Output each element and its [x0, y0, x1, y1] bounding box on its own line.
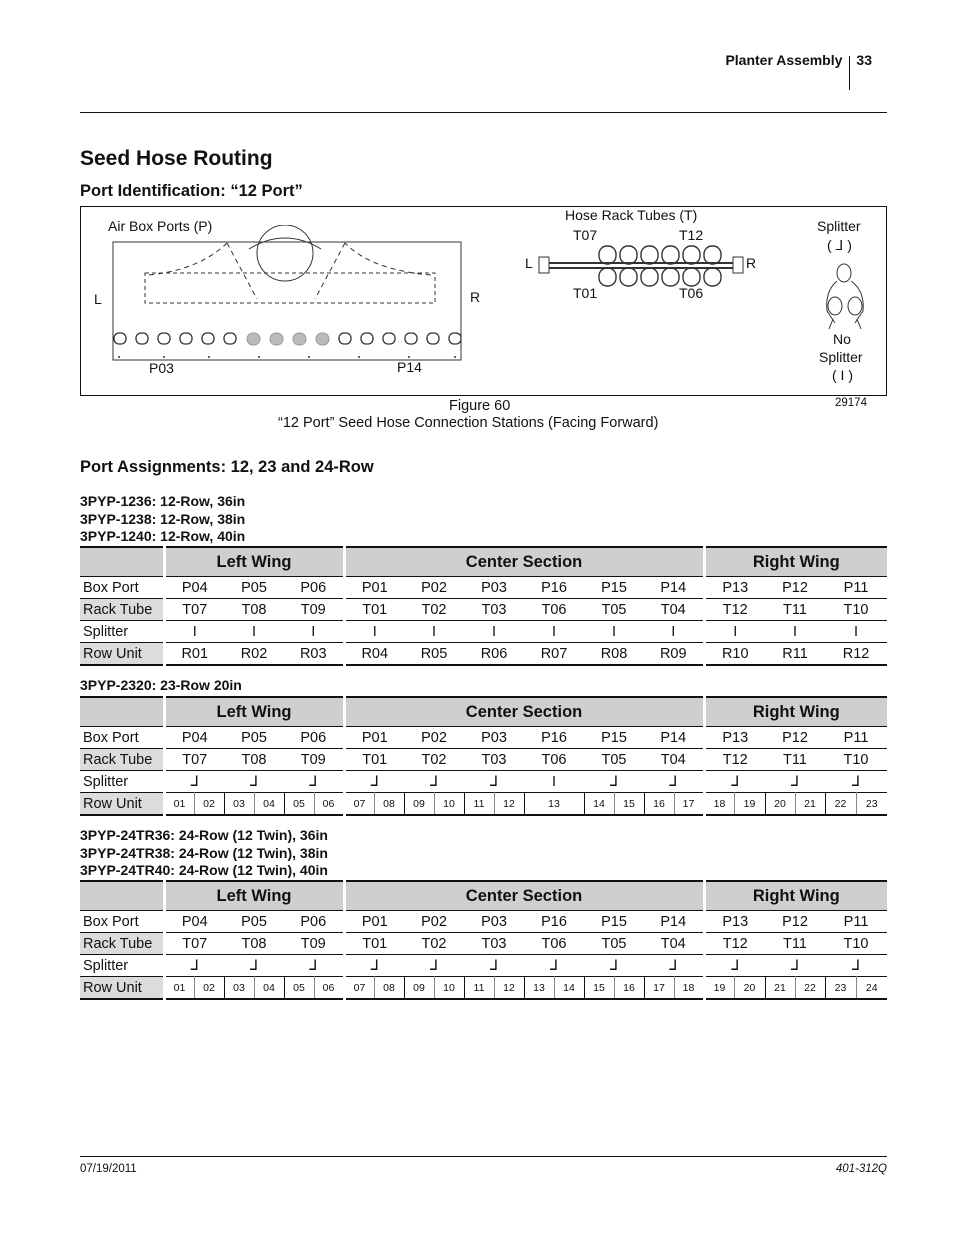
row-unit-cell: 24: [856, 977, 887, 1000]
model-line: 3PYP-24TR36: 24-Row (12 Twin), 36in: [80, 827, 328, 843]
splitter-cell: I: [284, 621, 344, 643]
row-label: Rack Tube: [80, 749, 164, 771]
table-cell: P14: [644, 727, 704, 749]
hose-rack-drawing: [537, 243, 747, 293]
table-cell: R09: [644, 643, 704, 666]
header-rule: [80, 112, 887, 113]
table-cell: P03: [464, 577, 524, 599]
table-cell: T01: [344, 933, 404, 955]
figure-caption: “12 Port” Seed Hose Connection Stations (Facing Forward): [278, 415, 659, 431]
table-cell: T08: [224, 749, 284, 771]
port-table-24-row: [80, 880, 887, 1000]
table-cell: T02: [404, 933, 464, 955]
footer-rule: [80, 1156, 887, 1157]
row-label: Box Port: [80, 727, 164, 749]
row-label: Row Unit: [80, 977, 164, 1000]
page-number: 33: [856, 52, 872, 68]
table-cell: T11: [765, 749, 825, 771]
splitter-cell: ⅃: [825, 955, 887, 977]
row-unit-cell: 18: [704, 793, 734, 816]
header-section-title: Planter Assembly: [725, 52, 843, 68]
row-unit-cell: 17: [674, 793, 704, 816]
table-cell: P06: [284, 727, 344, 749]
table-cell: R11: [765, 643, 825, 666]
row-label: Box Port: [80, 577, 164, 599]
row-unit-cell: 07: [344, 793, 374, 816]
figure-number: Figure 60: [449, 398, 511, 414]
table-cell: R10: [704, 643, 765, 666]
row-label: Splitter: [80, 621, 164, 643]
port-p03-label: P03: [149, 360, 174, 376]
splitter-icon: [821, 261, 871, 331]
splitter-cell: ⅃: [224, 955, 284, 977]
table-cell: T08: [224, 599, 284, 621]
row-unit-cell: 20: [765, 793, 795, 816]
row-unit-cell: 17: [644, 977, 674, 1000]
row-label: Row Unit: [80, 643, 164, 666]
left-wing-header: Left Wing: [164, 697, 344, 727]
model-line: 3PYP-24TR38: 24-Row (12 Twin), 38in: [80, 844, 328, 861]
table-cell: T03: [464, 599, 524, 621]
splitter-cell: ⅃: [765, 955, 825, 977]
table-cell: R01: [164, 643, 224, 666]
row-unit-cell: 09: [404, 793, 434, 816]
row-unit-cell: 22: [825, 793, 856, 816]
air-box-right-label: R: [470, 289, 481, 305]
rack-tube-row: [80, 933, 887, 955]
right-wing-header: Right Wing: [704, 547, 887, 577]
table-cell: P15: [584, 727, 644, 749]
splitter-cell: ⅃: [464, 955, 524, 977]
page-header: [725, 52, 872, 90]
air-box-drawing: [109, 225, 469, 370]
model-line: 3PYP-1236: 12-Row, 36in: [80, 493, 246, 509]
table-cell: T04: [644, 599, 704, 621]
splitter-cell: ⅃: [524, 955, 584, 977]
tube-t06-label: T06: [679, 285, 704, 301]
splitter-cell: ⅃: [164, 771, 224, 793]
hose-rack-label: Hose Rack Tubes (T): [565, 207, 698, 223]
row-unit-cell: 01: [164, 977, 194, 1000]
right-wing-header: Right Wing: [704, 697, 887, 727]
splitter-cell: ⅃: [644, 771, 704, 793]
model-line: 3PYP-1240: 12-Row, 40in: [80, 528, 246, 544]
row-unit-cell: 12: [494, 793, 524, 816]
table-cell: R03: [284, 643, 344, 666]
table-cell: P12: [765, 911, 825, 933]
table-cell: T12: [704, 933, 765, 955]
row-unit-cell: 19: [704, 977, 734, 1000]
splitter-cell: ⅃: [344, 771, 404, 793]
row-label: Rack Tube: [80, 599, 164, 621]
box-port-row: [80, 577, 887, 599]
row-label: Row Unit: [80, 793, 164, 816]
right-wing-header: Right Wing: [704, 881, 887, 911]
table-cell: T07: [164, 749, 224, 771]
center-section-header: Center Section: [344, 881, 704, 911]
splitter-cell: I: [344, 621, 404, 643]
row-unit-cell: 11: [464, 793, 494, 816]
row-unit-cell: 01: [164, 793, 194, 816]
row-unit-cell: 10: [434, 793, 464, 816]
splitter-cell: I: [644, 621, 704, 643]
splitter-cell: ⅃: [584, 955, 644, 977]
splitter-row: [80, 771, 887, 793]
page-title: Seed Hose Routing: [80, 147, 273, 170]
figure-ref: 29174: [835, 397, 867, 409]
port-assignments-heading: Port Assignments: 12, 23 and 24-Row: [80, 458, 374, 476]
table-cell: R02: [224, 643, 284, 666]
table-cell: T05: [584, 933, 644, 955]
table-cell: P01: [344, 911, 404, 933]
splitter-cell: I: [224, 621, 284, 643]
splitter-row: [80, 621, 887, 643]
table-cell: R07: [524, 643, 584, 666]
table-cell: T10: [825, 933, 887, 955]
splitter-cell: ⅃: [404, 955, 464, 977]
port-table-12-row: [80, 546, 887, 666]
table-cell: T05: [584, 599, 644, 621]
box-port-row: [80, 911, 887, 933]
splitter-cell: I: [584, 621, 644, 643]
table-cell: T04: [644, 749, 704, 771]
table-cell: P02: [404, 727, 464, 749]
table-header-row: [80, 547, 887, 577]
table-cell: P15: [584, 577, 644, 599]
table-cell: P03: [464, 911, 524, 933]
table-cell: P06: [284, 577, 344, 599]
table-cell: T12: [704, 599, 765, 621]
table-cell: P04: [164, 577, 224, 599]
splitter-cell: ⅃: [344, 955, 404, 977]
row-unit-cell: 08: [374, 977, 404, 1000]
splitter-cell: ⅃: [284, 955, 344, 977]
table-cell: T06: [524, 933, 584, 955]
table-cell: T05: [584, 749, 644, 771]
rack-tube-row: [80, 599, 887, 621]
row-unit-cell: 19: [734, 793, 765, 816]
splitter-cell: ⅃: [584, 771, 644, 793]
table3-models: [80, 827, 328, 880]
port-p14-label: P14: [397, 359, 422, 375]
row-unit-cell: 02: [194, 977, 224, 1000]
table-cell: P13: [704, 577, 765, 599]
row-unit-cell: 15: [614, 793, 644, 816]
splitter-cell: I: [464, 621, 524, 643]
row-unit-cell: 03: [224, 793, 254, 816]
table-cell: T02: [404, 749, 464, 771]
table-cell: T02: [404, 599, 464, 621]
row-unit-cell: 07: [344, 977, 374, 1000]
row-unit-cell: 04: [254, 793, 284, 816]
table-header-row: [80, 881, 887, 911]
table2-models: [80, 677, 242, 695]
table-cell: P01: [344, 727, 404, 749]
row-unit-cell: 22: [795, 977, 825, 1000]
table-cell: R08: [584, 643, 644, 666]
table-cell: P04: [164, 911, 224, 933]
table-cell: P05: [224, 577, 284, 599]
table-cell: P05: [224, 911, 284, 933]
box-port-row: [80, 727, 887, 749]
splitter-cell: ⅃: [765, 771, 825, 793]
table-cell: R04: [344, 643, 404, 666]
table-cell: T06: [524, 749, 584, 771]
table-cell: T12: [704, 749, 765, 771]
row-unit-row: [80, 793, 887, 816]
row-unit-cell: 16: [614, 977, 644, 1000]
row-unit-cell: 23: [825, 977, 856, 1000]
splitter-cell: I: [704, 621, 765, 643]
table-cell: T11: [765, 599, 825, 621]
row-unit-cell: 06: [314, 793, 344, 816]
splitter-cell: ⅃: [404, 771, 464, 793]
row-unit-row: [80, 643, 887, 666]
table-cell: P11: [825, 727, 887, 749]
table-cell: R05: [404, 643, 464, 666]
table-cell: P16: [524, 727, 584, 749]
row-unit-cell: 04: [254, 977, 284, 1000]
row-label: Rack Tube: [80, 933, 164, 955]
table-cell: P04: [164, 727, 224, 749]
table-cell: T10: [825, 599, 887, 621]
row-unit-cell: 13: [524, 793, 584, 816]
table-cell: P02: [404, 911, 464, 933]
table1-models: [80, 493, 245, 546]
table-cell: P14: [644, 911, 704, 933]
table-cell: T07: [164, 933, 224, 955]
splitter-row: [80, 955, 887, 977]
row-label: Splitter: [80, 955, 164, 977]
table-cell: T08: [224, 933, 284, 955]
air-box-left-label: L: [94, 291, 102, 307]
row-unit-cell: 03: [224, 977, 254, 1000]
row-label: Splitter: [80, 771, 164, 793]
table-cell: T06: [524, 599, 584, 621]
no-splitter-symbol: ( I ): [832, 367, 853, 383]
air-box-label: Air Box Ports (P): [108, 218, 213, 234]
figure-60: [80, 206, 887, 396]
splitter-cell: I: [524, 771, 584, 793]
tube-t12-label: T12: [679, 227, 704, 243]
model-line: 3PYP-2320: 23-Row 20in: [80, 677, 242, 693]
table-cell: P12: [765, 727, 825, 749]
row-unit-cell: 11: [464, 977, 494, 1000]
table-cell: P02: [404, 577, 464, 599]
splitter-cell: ⅃: [704, 955, 765, 977]
splitter-cell: ⅃: [644, 955, 704, 977]
splitter-cell: I: [825, 621, 887, 643]
row-unit-cell: 20: [734, 977, 765, 1000]
table-cell: T01: [344, 749, 404, 771]
table-cell: P16: [524, 577, 584, 599]
model-line: 3PYP-1238: 12-Row, 38in: [80, 510, 246, 527]
table-cell: P06: [284, 911, 344, 933]
table-cell: P11: [825, 911, 887, 933]
table-cell: P03: [464, 727, 524, 749]
row-unit-cell: 21: [795, 793, 825, 816]
table-cell: T11: [765, 933, 825, 955]
row-unit-cell: 06: [314, 977, 344, 1000]
table-header-row: [80, 697, 887, 727]
tube-t01-label: T01: [573, 285, 598, 301]
table-cell: T03: [464, 933, 524, 955]
row-unit-cell: 10: [434, 977, 464, 1000]
rack-left-label: L: [525, 255, 533, 271]
table-cell: P01: [344, 577, 404, 599]
center-section-header: Center Section: [344, 697, 704, 727]
row-unit-cell: 16: [644, 793, 674, 816]
header-blank: [80, 881, 164, 911]
no-splitter-label-2: Splitter: [819, 349, 863, 365]
table-cell: R12: [825, 643, 887, 666]
splitter-cell: I: [404, 621, 464, 643]
table-cell: T10: [825, 749, 887, 771]
splitter-cell: ⅃: [164, 955, 224, 977]
row-unit-cell: 18: [674, 977, 704, 1000]
table-cell: P11: [825, 577, 887, 599]
table-cell: P13: [704, 911, 765, 933]
rack-tube-row: [80, 749, 887, 771]
row-unit-cell: 05: [284, 977, 314, 1000]
row-unit-cell: 05: [284, 793, 314, 816]
table-cell: T03: [464, 749, 524, 771]
row-unit-cell: 12: [494, 977, 524, 1000]
splitter-cell: I: [164, 621, 224, 643]
table-cell: P12: [765, 577, 825, 599]
row-unit-cell: 09: [404, 977, 434, 1000]
splitter-label: Splitter: [817, 218, 861, 234]
center-section-header: Center Section: [344, 547, 704, 577]
splitter-cell: ⅃: [464, 771, 524, 793]
row-unit-cell: 21: [765, 977, 795, 1000]
table-cell: T09: [284, 749, 344, 771]
table-cell: R06: [464, 643, 524, 666]
rack-right-label: R: [746, 255, 757, 271]
port-table-23-row: [80, 696, 887, 816]
footer-date: 07/19/2011: [80, 1163, 137, 1175]
table-cell: T09: [284, 933, 344, 955]
table-cell: P15: [584, 911, 644, 933]
no-splitter-label-1: No: [833, 331, 851, 347]
table-cell: P05: [224, 727, 284, 749]
splitter-symbol: ( ⅃ ): [827, 237, 852, 253]
row-unit-cell: 15: [584, 977, 614, 1000]
splitter-cell: ⅃: [704, 771, 765, 793]
splitter-cell: ⅃: [224, 771, 284, 793]
table-cell: T01: [344, 599, 404, 621]
footer-doc-number: 401-312Q: [835, 1163, 887, 1175]
row-unit-cell: 14: [584, 793, 614, 816]
row-unit-cell: 14: [554, 977, 584, 1000]
row-unit-cell: 13: [524, 977, 554, 1000]
table-cell: T09: [284, 599, 344, 621]
splitter-cell: ⅃: [284, 771, 344, 793]
splitter-cell: I: [524, 621, 584, 643]
left-wing-header: Left Wing: [164, 547, 344, 577]
table-cell: P14: [644, 577, 704, 599]
splitter-cell: I: [765, 621, 825, 643]
row-unit-cell: 08: [374, 793, 404, 816]
tube-t07-label: T07: [573, 227, 598, 243]
row-unit-cell: 02: [194, 793, 224, 816]
model-line: 3PYP-24TR40: 24-Row (12 Twin), 40in: [80, 862, 328, 878]
row-unit-cell: 23: [856, 793, 887, 816]
table-cell: T07: [164, 599, 224, 621]
table-cell: T04: [644, 933, 704, 955]
port-id-heading: Port Identification: “12 Port”: [80, 182, 303, 200]
table-cell: P16: [524, 911, 584, 933]
header-blank: [80, 547, 164, 577]
splitter-cell: ⅃: [825, 771, 887, 793]
row-label: Box Port: [80, 911, 164, 933]
table-cell: P13: [704, 727, 765, 749]
left-wing-header: Left Wing: [164, 881, 344, 911]
row-unit-row: [80, 977, 887, 1000]
header-blank: [80, 697, 164, 727]
